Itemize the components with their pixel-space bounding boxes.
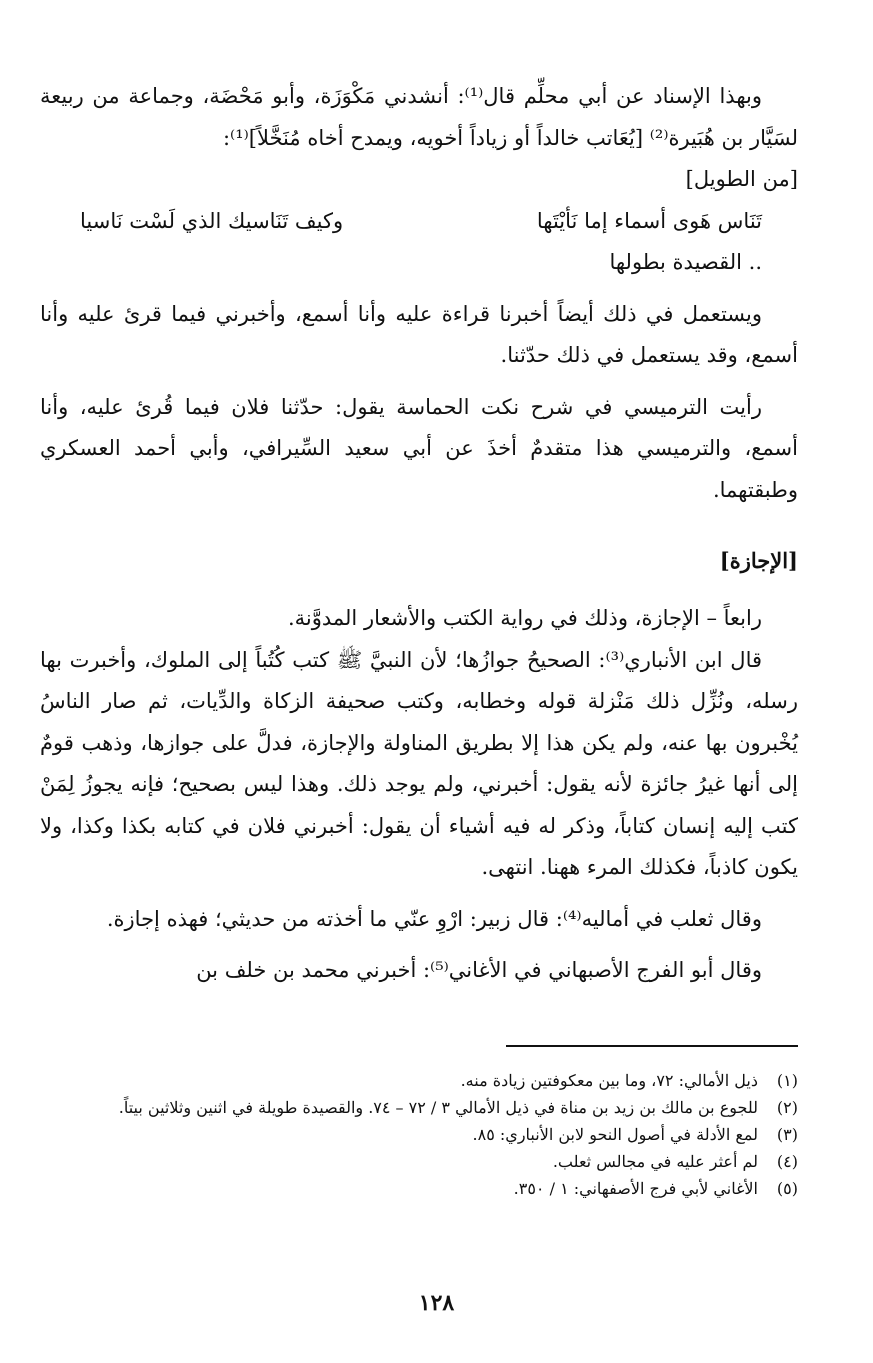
footnote-number: (٢): [776, 1098, 798, 1117]
footnote-text: للجوع بن مالك بن زيد بن مناة في ذيل الأمالي ٣ / ٧٢ – ٧٤. والقصيدة طويلة في اثنين وثلاثين بيتاً.: [118, 1098, 758, 1117]
page-number: ١٢٨: [418, 1290, 455, 1316]
verse-hemistich-2: وكيف تَنَاسيك الذي لَسْت نَاسيا: [80, 208, 344, 233]
section-heading: [الإجازة]: [719, 548, 798, 573]
footnote-text: لم أعثر عليه في مجالس ثعلب.: [552, 1152, 758, 1171]
paragraph-isnad: وبهذا الإسناد عن أبي محلِّم قال⁽¹⁾: أنشدني مَكْوَزَة، وأبو مَحْضَة، وجماعة من ربيعة لسَيَّار بن هُبَيرة⁽²⁾ [يُعَاتب خالداً أو زياداً أخويه، ويمدح أخاه مُنَخَّلاً]⁽¹⁾:: [40, 84, 798, 150]
paragraph-tarmisi: رأيت الترميسي في شرح نكت الحماسة يقول: حدّثنا فلان فيما قُرئ عليه، وأنا أسمع، والترميسي هذا متقدمٌ أخذَ عن أبي سعيد السِّيرافي، وأبي أحمد العسكري وطبقتهما.: [40, 394, 798, 502]
footnote-1: [40, 1067, 798, 1094]
paragraph-thalab: وقال ثعلب في أماليه⁽⁴⁾: قال زبير: ارْوِ عنّي ما أخذته من حديثي؛ فهذه إجازة.: [106, 906, 762, 931]
footnote-number: (٥): [776, 1179, 798, 1198]
footnote-4: [40, 1148, 798, 1175]
qasida-note: .. القصيدة بطولها: [609, 250, 762, 274]
footnotes: [40, 1067, 798, 1202]
footnote-2: [40, 1094, 798, 1121]
footnote-text: الأغاني لأبي فرج الأصفهاني: ١ / ٣٥٠.: [513, 1179, 758, 1198]
paragraph-usage: ويستعمل في ذلك أيضاً أخبرنا قراءة عليه وأنا أسمع، وأخبرني فيما قرئ عليه وأنا أسمع، وقد يستعمل في ذلك حدّثنا.: [40, 301, 798, 367]
footnote-text: لمع الأدلة في أصول النحو لابن الأنباري: ٨٥.: [472, 1125, 758, 1144]
footnote-number: (١): [776, 1071, 798, 1090]
paragraph-ijaza-intro: رابعاً – الإجازة، وذلك في رواية الكتب والأشعار المدوَّنة.: [287, 606, 762, 630]
verse-hemistich-1: تَنَاس هَوى أسماء إما نَأيْتَها: [536, 208, 762, 233]
verse-line: [40, 201, 798, 243]
meter-label: [من الطويل]: [685, 167, 798, 191]
footnote-divider: [506, 1045, 798, 1047]
footnote-number: (٣): [776, 1125, 798, 1144]
main-text-bottom: [40, 598, 798, 992]
main-text-top: [40, 76, 798, 511]
footnote-5: [40, 1175, 798, 1202]
footnote-text: ذيل الأمالي: ٧٢، وما بين معكوفتين زيادة منه.: [460, 1071, 758, 1090]
paragraph-anbari: قال ابن الأنباري⁽³⁾: الصحيحُ جوازُها؛ لأن النبيَّ ﷺ كتب كُتُباً إلى الملوك، وأخبرت بها رسله، ونُزِّل ذلك مَنْزلة قوله وخطابه، وكتب صحيفة الزكاة والدِّيات، ثم صار الناسُ يُخْبرون بها عنه، ولم يكن هذا إلا بطريق المناولة والإجازة، فدلَّ على جوازها، وذهب قومٌ إلى أنها غيرُ جائزة لأنه يقول: أخبرني، ولم يوجد ذلك. وهذا ليس بصحيح؛ فإنه يجوزُ لِمَنْ كتب إليه إنسان كتاباً، وذكر له فيه أشياء أن يقول: أخبرني فلان في كتابه بكذا وكذا، ولا يكون كاذباً، فكذلك المرء ههنا. انتهى.: [40, 647, 798, 879]
footnote-number: (٤): [776, 1152, 798, 1171]
paragraph-aghani: وقال أبو الفرج الأصبهاني في الأغاني⁽⁵⁾: أخبرني محمد بن خلف بن: [196, 958, 762, 982]
footnote-3: [40, 1121, 798, 1148]
